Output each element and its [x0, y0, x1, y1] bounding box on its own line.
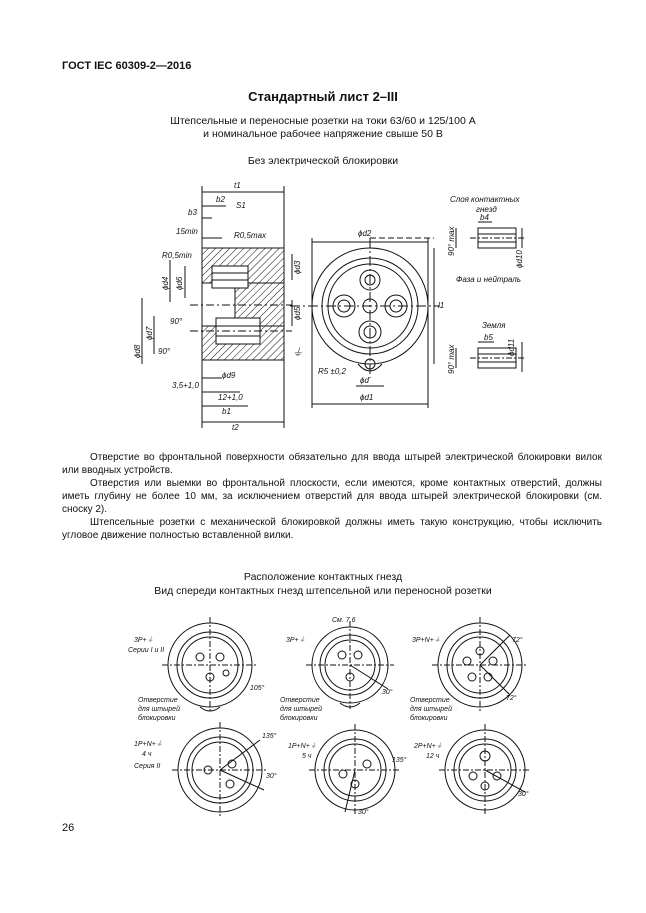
- dim-d8: ϕd8: [133, 344, 142, 358]
- body-text: [62, 451, 602, 542]
- diagram1-series: Серии I и II: [128, 647, 165, 654]
- detail-bottom-dim: 90° max: [447, 344, 456, 374]
- dim-r-top: R0,5max: [234, 231, 267, 240]
- dim-l1: l1: [438, 301, 445, 310]
- dim-12: 12+1,0: [218, 393, 243, 402]
- diagram3-hole: Отверстие: [410, 697, 450, 704]
- paragraph: Отверстие во фронтальной поверхности обязательно для ввода штырей электрической блокировки вилок или вводных устройств.: [62, 452, 602, 476]
- dim-angle2: 90°: [158, 347, 171, 356]
- dim-d5: ϕd5: [293, 306, 302, 320]
- diagram2-hole3: блокировки: [280, 715, 318, 722]
- sheet-title: Стандартный лист 2–III: [248, 89, 398, 104]
- contacts-heading: Расположение контактных гнезд: [243, 571, 403, 583]
- standard-code: ГОСТ IEC 60309-2—2016: [62, 60, 192, 72]
- dim-b1: b1: [222, 407, 231, 416]
- diagram4-angle-b: 30°: [266, 773, 277, 780]
- dim-x1: ϕd: [360, 376, 369, 385]
- detail-bottom-d11: ϕd11: [507, 338, 516, 356]
- diagram2-angle: 30°: [382, 689, 393, 696]
- socket-section-drawing: [130, 178, 550, 440]
- diagram5-angle-b: 30°: [358, 809, 369, 816]
- diagram5-angle-a: 135°: [392, 757, 407, 764]
- diagram5-hours: 5 ч: [302, 753, 312, 760]
- detail-top-caption1: Слоя контактных: [450, 195, 520, 204]
- diagram5-config: 1P+N+⏚: [288, 743, 317, 750]
- dim-d6: ϕd6: [175, 276, 184, 290]
- diagram1-hole: Отверстие: [138, 697, 178, 704]
- dim-t1: t1: [234, 181, 241, 190]
- paragraph: Отверстия или выемки во фронтальной плоскости, если имеются, кроме контактных отверстий, должны иметь глубину не более 10 мм, за исключением отверстий для ввода штырей электрической блокировки (см. сноску 2).: [62, 478, 602, 515]
- contacts-subheading: Вид спереди контактных гнезд штепсельной или переносной розетки: [154, 585, 492, 597]
- dim-d2: ϕd2: [358, 229, 372, 238]
- dim-r-left: R0,5min: [162, 251, 192, 260]
- dim-t2: t2: [232, 423, 239, 432]
- dim-s1: S1: [236, 201, 246, 210]
- detail-top-caption2: гнезд: [476, 205, 497, 214]
- diagram4-config: 1P+N+⏚: [134, 741, 163, 748]
- dim-b3: b3: [188, 208, 197, 217]
- diagram2-note: См. 7.6: [332, 617, 356, 624]
- paragraph: Штепсельные розетки с механической блокировкой должны иметь такую конструкцию, чтобы исключить угловое движение полностью вставленной вилки.: [62, 517, 602, 541]
- detail-bottom-b5: b5: [484, 333, 493, 342]
- diagram1-config: 3P+⏚: [134, 637, 154, 644]
- diagram4-hours: 4 ч: [142, 751, 152, 758]
- dim-15min: 15min: [176, 227, 198, 236]
- diagram6-config: 2P+N+⏚: [414, 743, 443, 750]
- detail-top-caption3: Фаза и нейтраль: [456, 275, 522, 284]
- diagram1-angle: 105°: [250, 685, 265, 692]
- detail-top-b4: b4: [480, 213, 489, 222]
- diagram3-hole3: блокировки: [410, 715, 448, 722]
- diagram1-hole2: для штырей: [138, 706, 180, 713]
- contact-arrangement-drawing: [120, 610, 560, 820]
- dim-d7: ϕd7: [145, 326, 154, 340]
- diagram6-angle: 30°: [518, 791, 529, 798]
- dim-angle1: 90°: [170, 317, 183, 326]
- diagram1-hole3: блокировки: [138, 715, 176, 722]
- diagram3-angle-a: 72°: [512, 637, 523, 644]
- page-number: 26: [62, 822, 75, 834]
- sheet-subtitle-line1: Штепсельные и переносные розетки на токи 63/60 и 125/100 А: [170, 115, 476, 127]
- variant-label: Без электрической блокировки: [247, 155, 399, 167]
- diagram4-angle-a: 135°: [262, 733, 277, 740]
- detail-bottom-caption: Земля: [482, 321, 506, 330]
- diagram2-config: 3P+⏚: [286, 637, 306, 644]
- dim-r5: R5 ±0,2: [318, 367, 346, 376]
- diagram3-config: 3P+N+⏚: [412, 637, 441, 644]
- diagram3-hole2: для штырей: [410, 706, 452, 713]
- sheet-subtitle-line2: и номинальное рабочее напряжение свыше 50 В: [203, 128, 443, 140]
- dim-b2: b2: [216, 195, 225, 204]
- dim-35: 3,5+1,0: [172, 381, 199, 390]
- diagram6-hours: 12 ч: [426, 753, 440, 760]
- dim-d9: ϕd9: [222, 371, 236, 380]
- diagram2-hole2: для штырей: [280, 706, 322, 713]
- detail-top-dim: 90° max: [447, 226, 456, 256]
- diagram3-angle-b: 72°: [506, 695, 517, 702]
- dim-d1: ϕd1: [360, 393, 374, 402]
- dim-d4: ϕd4: [161, 276, 170, 290]
- earth-symbol: ⏚: [292, 347, 303, 359]
- dim-d3: ϕd3: [293, 260, 302, 274]
- detail-top-d10: ϕd10: [515, 250, 524, 268]
- diagram4-series: Серия II: [134, 763, 161, 770]
- diagram2-hole: Отверстие: [280, 697, 320, 704]
